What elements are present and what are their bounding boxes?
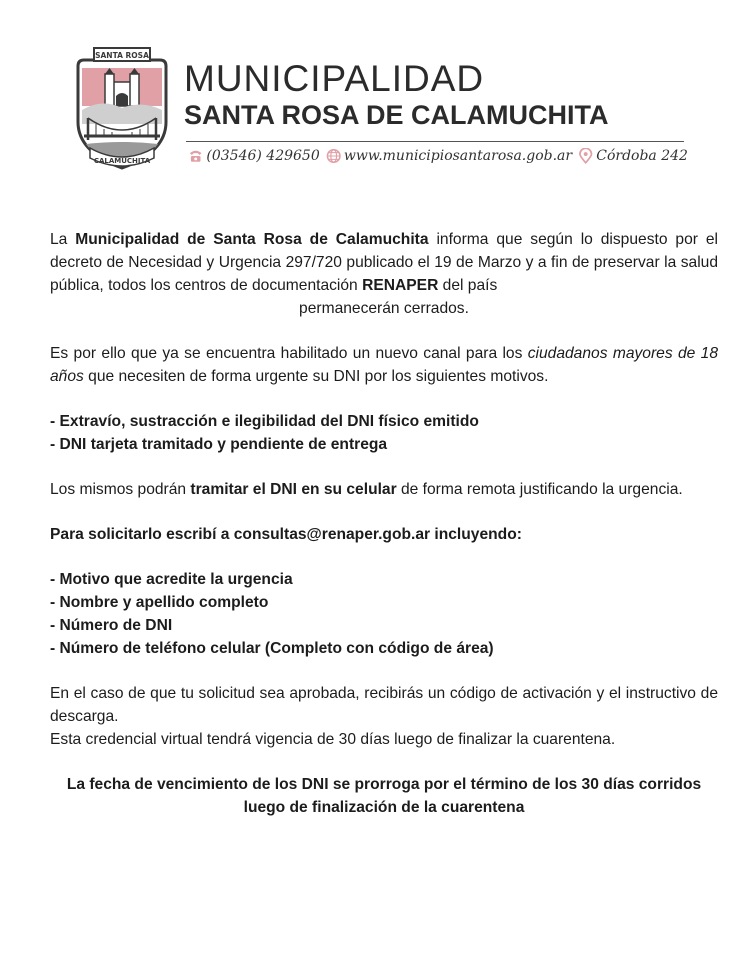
remote-dni-emphasis: tramitar el DNI en su celular	[190, 481, 397, 498]
paragraph-intro: La Municipalidad de Santa Rosa de Calamuchita informa que según lo dispuesto por el decreto de Necesidad y Urgencia 297/720 publicado el 19 de Marzo y a fin de preservar la salud pública, todos los centros de documentación RENAPER del país	[50, 231, 718, 294]
list-item: - Extravío, sustracción e ilegibilidad del DNI físico emitido	[50, 413, 479, 430]
header-divider	[186, 141, 684, 142]
paragraph-expiry-extension: La fecha de vencimiento de los DNI se prorroga por el término de los 30 días corridos luego de finalización de la cuarentena	[66, 776, 702, 816]
renaper-label: RENAPER	[362, 277, 439, 294]
location-pin-icon	[578, 148, 593, 164]
crest-bottom-text: CALAMUCHITA	[93, 157, 151, 165]
municipality-name: Municipalidad de Santa Rosa de Calamuchita	[75, 231, 429, 248]
letterhead	[72, 44, 692, 174]
phone-number: (03546) 429650	[206, 148, 320, 164]
globe-icon	[326, 148, 341, 164]
website[interactable]: www.municipiosantarosa.gob.ar	[343, 148, 573, 164]
municipal-crest-logo	[72, 44, 172, 172]
list-item: - Número de DNI	[50, 617, 173, 634]
list-item: - DNI tarjeta tramitado y pendiente de entrega	[50, 436, 388, 453]
adults-emphasis: ciudadanos mayores de 18 años	[50, 345, 718, 385]
paragraph-remote-process: Los mismos podrán tramitar el DNI en su celular de forma remota justificando la urgencia.	[50, 481, 683, 498]
paragraph-validity: Esta credencial virtual tendrá vigencia de 30 días luego de finalizar la cuarentena.	[50, 731, 616, 748]
paragraph-new-channel: Es por ello que ya se encuentra habilitado un nuevo canal para los ciudadanos mayores de 18 años que necesiten de forma urgente su DNI por los siguientes motivos.	[50, 345, 718, 385]
paragraph-intro-last-line: permanecerán cerrados.	[299, 300, 469, 317]
list-item: - Motivo que acredite la urgencia	[50, 571, 293, 588]
org-name-line2: SANTA ROSA DE CALAMUCHITA	[184, 100, 609, 130]
list-item: - Número de teléfono celular (Completo con código de área)	[50, 640, 494, 657]
crest-top-text: SANTA ROSA	[95, 51, 149, 60]
announcement-body	[50, 228, 718, 819]
contact-row	[188, 148, 688, 164]
list-item: - Nombre y apellido completo	[50, 594, 269, 611]
paragraph-approval: En el caso de que tu solicitud sea aprobada, recibirás un código de activación y el instructivo de descarga.	[50, 685, 718, 725]
org-name-line1: MUNICIPALIDAD	[184, 58, 485, 99]
phone-icon	[188, 148, 203, 164]
address: Córdoba 242	[596, 148, 688, 164]
paragraph-request-instructions: Para solicitarlo escribí a consultas@renaper.gob.ar incluyendo:	[50, 526, 522, 543]
